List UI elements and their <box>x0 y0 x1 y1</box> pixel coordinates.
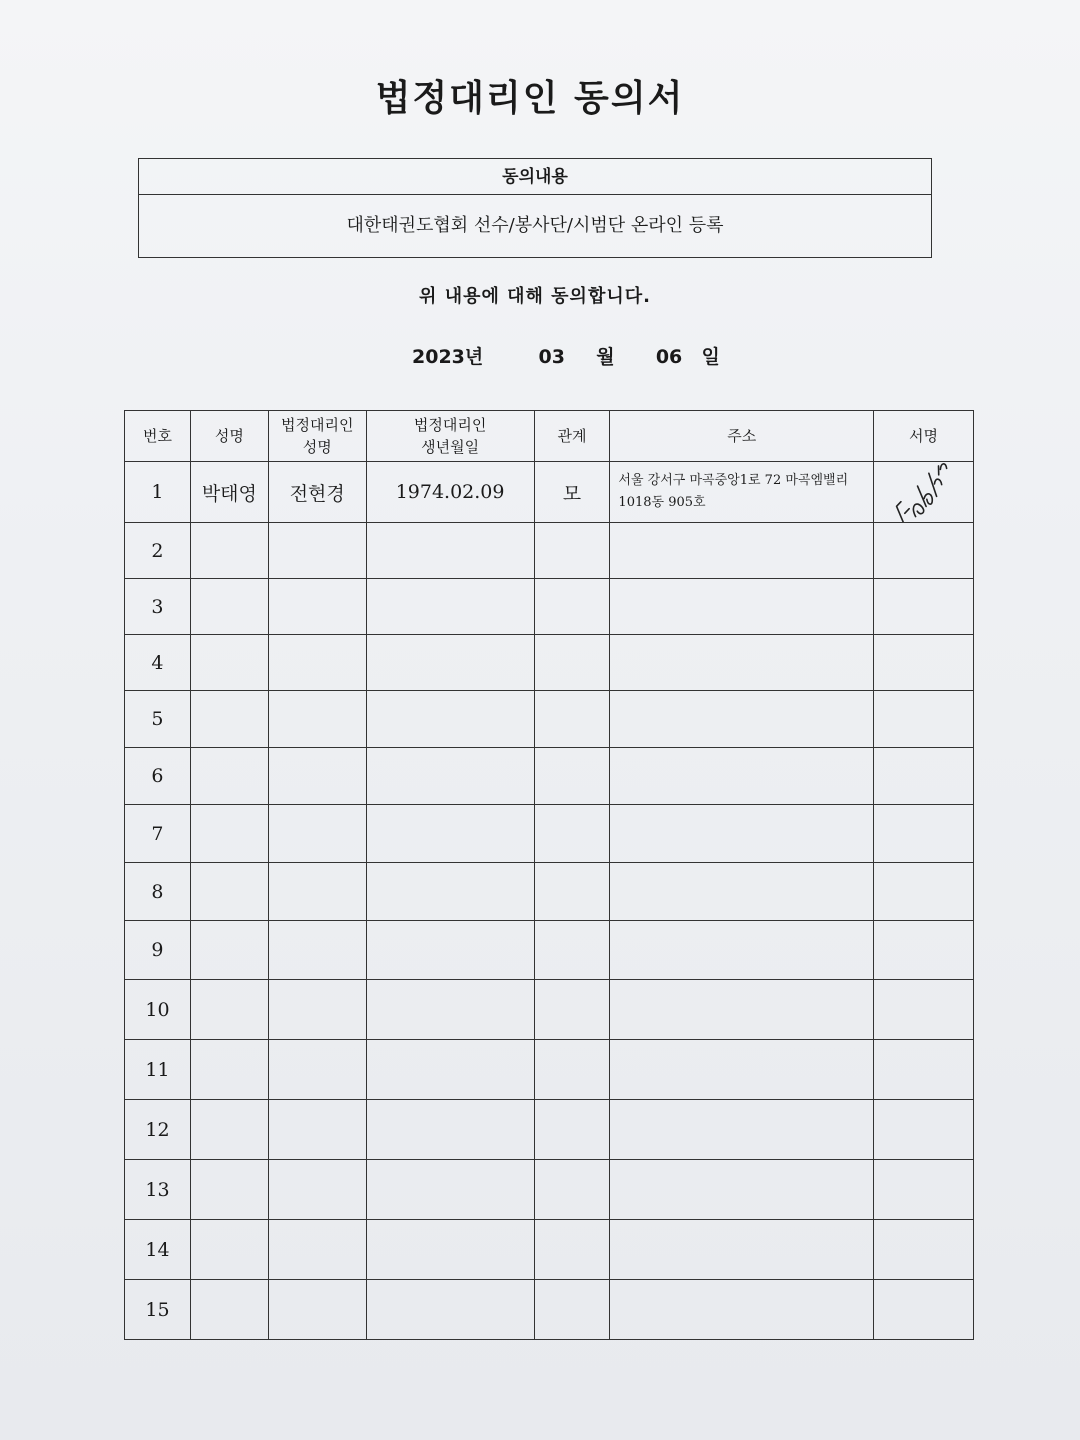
table-row <box>125 805 974 863</box>
cell-address <box>610 980 874 1040</box>
cell-guardian-birth <box>366 980 534 1040</box>
cell-signature <box>874 863 974 921</box>
table-row <box>125 1280 974 1340</box>
header-guardian-birth-line1: 법정대리인 <box>413 416 487 434</box>
cell-name <box>190 1280 268 1340</box>
cell-guardian-birth <box>366 1280 534 1340</box>
handwritten-signature <box>884 462 964 522</box>
cell-address <box>610 523 874 579</box>
cell-address <box>610 579 874 635</box>
cell-no: 10 <box>125 980 191 1040</box>
cell-no: 15 <box>125 1280 191 1340</box>
cell-guardian-name: 전현경 <box>268 462 366 523</box>
table-row <box>125 462 974 523</box>
header-guardian-name <box>268 411 366 462</box>
table-row <box>125 691 974 748</box>
header-no: 번호 <box>125 411 191 462</box>
cell-no: 9 <box>125 921 191 980</box>
cell-name <box>190 748 268 805</box>
cell-name <box>190 1220 268 1280</box>
cell-relation <box>534 691 610 748</box>
cell-relation <box>534 579 610 635</box>
cell-guardian-birth: 1974.02.09 <box>366 462 534 523</box>
header-guardian-birth <box>366 411 534 462</box>
cell-signature <box>874 691 974 748</box>
table-row <box>125 980 974 1040</box>
cell-guardian-name <box>268 579 366 635</box>
cell-address <box>610 748 874 805</box>
cell-guardian-name <box>268 635 366 691</box>
cell-name <box>190 523 268 579</box>
date-day-unit: 일 <box>701 346 720 368</box>
table-row <box>125 635 974 691</box>
cell-address: 서울 강서구 마곡중앙1로 72 마곡엠밸리 1018동 905호 <box>610 462 874 523</box>
cell-address <box>610 1280 874 1340</box>
cell-signature <box>874 523 974 579</box>
cell-relation <box>534 1100 610 1160</box>
cell-signature <box>874 921 974 980</box>
cell-address <box>610 805 874 863</box>
cell-guardian-name <box>268 863 366 921</box>
table-row <box>125 748 974 805</box>
cell-relation <box>534 1160 610 1220</box>
cell-signature <box>874 748 974 805</box>
cell-no: 13 <box>125 1160 191 1220</box>
consent-date <box>412 342 720 369</box>
cell-signature <box>874 980 974 1040</box>
cell-relation <box>534 1040 610 1100</box>
cell-name <box>190 1040 268 1100</box>
cell-guardian-name <box>268 691 366 748</box>
cell-no: 3 <box>125 579 191 635</box>
cell-name <box>190 805 268 863</box>
cell-name <box>190 691 268 748</box>
table-body <box>125 462 974 1340</box>
cell-signature <box>874 1040 974 1100</box>
table-row <box>125 1040 974 1100</box>
cell-signature <box>874 1100 974 1160</box>
cell-relation <box>534 1280 610 1340</box>
table-header-row <box>125 411 974 462</box>
cell-address <box>610 1040 874 1100</box>
cell-no: 6 <box>125 748 191 805</box>
cell-relation <box>534 863 610 921</box>
header-guardian-name-line2: 성명 <box>302 438 332 456</box>
table-row <box>125 1100 974 1160</box>
cell-address <box>610 691 874 748</box>
cell-name <box>190 921 268 980</box>
cell-no: 7 <box>125 805 191 863</box>
cell-guardian-name <box>268 1100 366 1160</box>
cell-signature <box>874 1280 974 1340</box>
cell-relation <box>534 805 610 863</box>
table-row <box>125 921 974 980</box>
cell-address <box>610 921 874 980</box>
header-signature: 서명 <box>874 411 974 462</box>
cell-guardian-birth <box>366 805 534 863</box>
cell-guardian-name <box>268 523 366 579</box>
consent-content-box <box>138 158 932 258</box>
cell-guardian-birth <box>366 1220 534 1280</box>
cell-signature <box>874 462 974 523</box>
table-row <box>125 579 974 635</box>
cell-relation <box>534 980 610 1040</box>
header-guardian-birth-line2: 생년월일 <box>421 438 480 456</box>
cell-guardian-birth <box>366 921 534 980</box>
agree-statement: 위 내용에 대해 동의합니다. <box>419 286 651 307</box>
cell-name: 박태영 <box>190 462 268 523</box>
cell-guardian-birth <box>366 691 534 748</box>
cell-name <box>190 579 268 635</box>
table-row <box>125 863 974 921</box>
cell-relation <box>534 1220 610 1280</box>
document-title: 법정대리인 동의서 <box>375 78 685 119</box>
cell-name <box>190 863 268 921</box>
cell-relation <box>534 748 610 805</box>
consent-header: 동의내용 <box>139 159 931 195</box>
cell-address <box>610 1220 874 1280</box>
cell-no: 8 <box>125 863 191 921</box>
cell-guardian-birth <box>366 1100 534 1160</box>
cell-name <box>190 635 268 691</box>
cell-no: 4 <box>125 635 191 691</box>
cell-guardian-birth <box>366 1160 534 1220</box>
cell-guardian-name <box>268 805 366 863</box>
cell-relation <box>534 635 610 691</box>
header-relation: 관계 <box>534 411 610 462</box>
cell-no: 5 <box>125 691 191 748</box>
consent-body: 대한태권도협회 선수/봉사단/시범단 온라인 등록 <box>346 215 724 236</box>
cell-guardian-name <box>268 1280 366 1340</box>
table-row <box>125 523 974 579</box>
cell-guardian-birth <box>366 1040 534 1100</box>
table-row <box>125 1220 974 1280</box>
cell-guardian-birth <box>366 748 534 805</box>
date-day-value: 06 <box>655 346 683 368</box>
cell-no: 11 <box>125 1040 191 1100</box>
cell-name <box>190 1160 268 1220</box>
date-month-unit: 월 <box>596 346 615 368</box>
cell-relation <box>534 523 610 579</box>
cell-no: 2 <box>125 523 191 579</box>
cell-no: 14 <box>125 1220 191 1280</box>
cell-relation: 모 <box>534 462 610 523</box>
guardian-table <box>124 410 974 1340</box>
cell-guardian-name <box>268 1160 366 1220</box>
cell-relation <box>534 921 610 980</box>
cell-address <box>610 1160 874 1220</box>
header-name: 성명 <box>190 411 268 462</box>
cell-guardian-birth <box>366 863 534 921</box>
cell-address <box>610 863 874 921</box>
cell-name <box>190 1100 268 1160</box>
cell-signature <box>874 805 974 863</box>
cell-guardian-birth <box>366 523 534 579</box>
cell-signature <box>874 1220 974 1280</box>
header-guardian-name-line1: 법정대리인 <box>280 416 354 434</box>
cell-guardian-name <box>268 921 366 980</box>
cell-signature <box>874 579 974 635</box>
cell-guardian-name <box>268 1220 366 1280</box>
cell-no: 1 <box>125 462 191 523</box>
header-address: 주소 <box>610 411 874 462</box>
cell-name <box>190 980 268 1040</box>
cell-guardian-name <box>268 980 366 1040</box>
cell-signature <box>874 1160 974 1220</box>
cell-address <box>610 1100 874 1160</box>
cell-guardian-name <box>268 1040 366 1100</box>
date-year: 2023년 <box>412 346 484 368</box>
cell-guardian-name <box>268 748 366 805</box>
date-month-value: 03 <box>538 346 565 368</box>
cell-no: 12 <box>125 1100 191 1160</box>
cell-signature <box>874 635 974 691</box>
cell-guardian-birth <box>366 635 534 691</box>
table-row <box>125 1160 974 1220</box>
cell-address <box>610 635 874 691</box>
cell-guardian-birth <box>366 579 534 635</box>
